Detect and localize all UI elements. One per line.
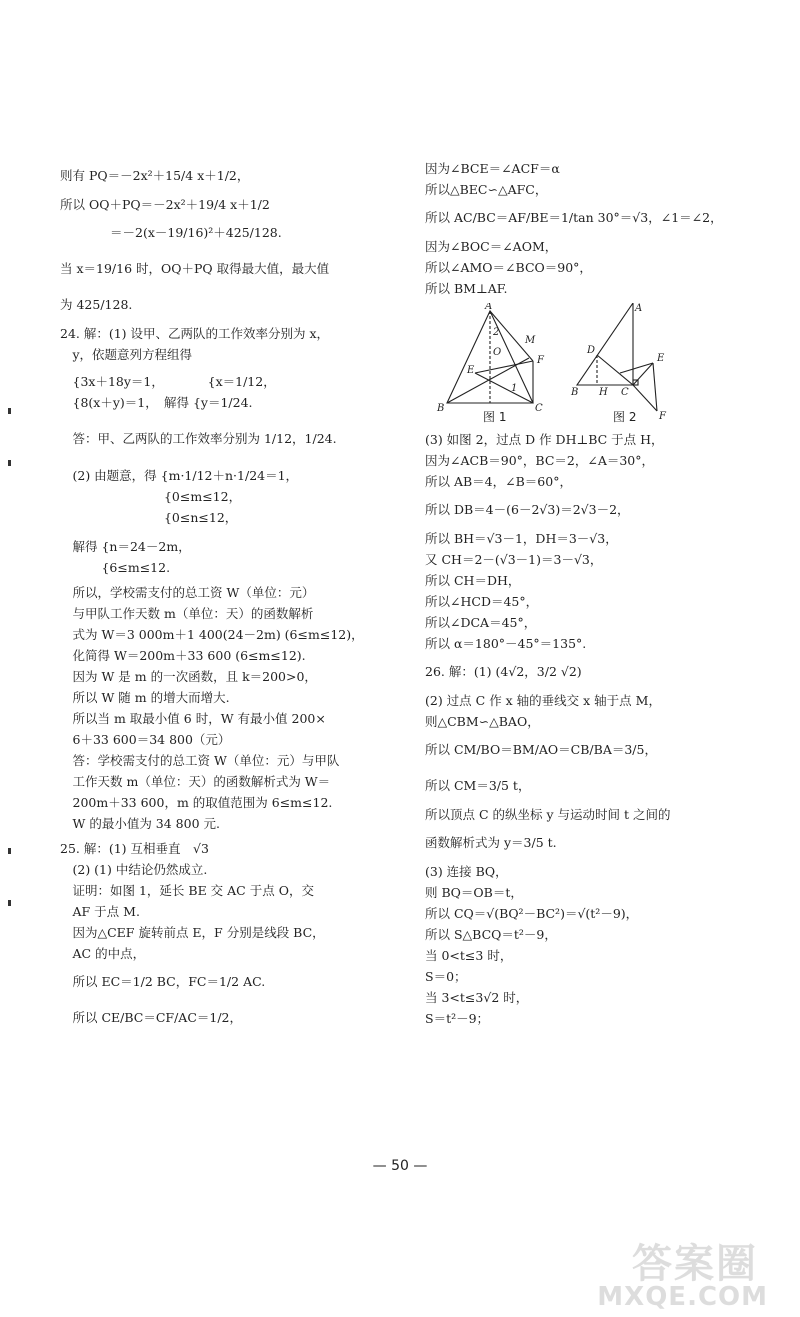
- text-line: 答：学校需支付的总工资 W（单位：元）与甲队: [60, 753, 340, 768]
- text-line: (2) 过点 C 作 x 轴的垂线交 x 轴于点 M，: [425, 693, 661, 708]
- text-line: y，依题意列方程组得: [60, 347, 193, 362]
- geometry-figures: [425, 303, 755, 423]
- text-line: 所以 α＝180°－45°＝135°.: [425, 636, 587, 651]
- text-line: 与甲队工作天数 m（单位：天）的函数解析: [60, 606, 314, 621]
- text-line: 所以 CQ＝√(BQ²－BC²)＝√(t²－9)，: [425, 906, 639, 921]
- text-line: 函数解析式为 y＝3/5 t.: [425, 835, 557, 850]
- fig2-line-ef: [653, 363, 657, 411]
- fig2-line-cf: [633, 385, 657, 411]
- text-line: 式为 W＝3 000m＋1 400(24－2m) (6≤m≤12)，: [60, 627, 364, 642]
- text-line: 工作天数 m（单位：天）的函数解析式为 W＝: [60, 774, 331, 789]
- fig1-label: E: [467, 365, 475, 376]
- text-line: 所以 W 随 m 的增大而增大.: [60, 690, 230, 705]
- watermark-url: MXQE.COM: [597, 1282, 768, 1312]
- text-line: 因为∠ACB＝90°，BC＝2，∠A＝30°，: [425, 453, 654, 468]
- scan-speck: [8, 460, 11, 466]
- text-line: W 的最小值为 34 800 元.: [60, 816, 220, 831]
- fig2-line-dc: [597, 355, 633, 385]
- scan-speck: [8, 408, 11, 414]
- text-line: 24. 解：(1) 设甲、乙两队的工作效率分别为 x，: [60, 326, 330, 341]
- text-line: 所以 AB＝4，∠B＝60°，: [425, 474, 572, 489]
- geometry-figure-svg: [425, 303, 755, 423]
- text-line: 所以 S△BCQ＝t²－9，: [425, 927, 557, 942]
- text-line: 则 BQ＝OB＝t，: [425, 885, 523, 900]
- text-line: 所以∠HCD＝45°，: [425, 594, 539, 609]
- text-line: 为 425/128.: [60, 297, 133, 312]
- text-line: 解得 {n＝24－2m，: [60, 539, 191, 554]
- text-line: 所以 CE/BC＝CF/AC＝1/2，: [60, 1010, 243, 1025]
- text-line: 当 x＝19/16 时，OQ＋PQ 取得最大值，最大值: [60, 261, 330, 276]
- figure-caption: 图 1: [483, 410, 507, 424]
- text-line: (2) (1) 中结论仍然成立.: [60, 862, 208, 877]
- text-line: 则△CBM∽△BAO，: [425, 714, 540, 729]
- text-line: 所以，学校需支付的总工资 W（单位：元）: [60, 585, 315, 600]
- text-line: 又 CH＝2－(√3－1)＝3－√3，: [425, 552, 603, 567]
- text-line: (2) 由题意，得 {m·1/12＋n·1/24＝1，: [60, 468, 299, 483]
- fig2-label: D: [587, 345, 596, 356]
- text-line: 因为 W 是 m 的一次函数，且 k＝200>0，: [60, 669, 317, 684]
- fig1-label: C: [535, 403, 543, 414]
- text-line: 所以 OQ＋PQ＝－2x²＋19/4 x＋1/2: [60, 197, 270, 212]
- text-line: {3x＋18y＝1， {x＝1/12，: [60, 374, 276, 389]
- fig2-label: E: [657, 353, 665, 364]
- watermark-logo: 答案圈: [632, 1241, 758, 1287]
- figure-caption: 图 2: [613, 410, 637, 424]
- text-line: 25. 解：(1) 互相垂直 √3: [60, 841, 209, 856]
- fig2-label: H: [599, 387, 608, 398]
- text-line: 6＋33 600＝34 800（元）: [60, 732, 231, 747]
- text-line: 因为∠BOC＝∠AOM，: [425, 239, 558, 254]
- text-line: 所以∠AMO＝∠BCO＝90°，: [425, 260, 592, 275]
- fig2-label: F: [659, 411, 666, 422]
- text-line: 所以 BM⊥AF.: [425, 281, 508, 296]
- text-line: 答：甲、乙两队的工作效率分别为 1/12，1/24.: [60, 431, 337, 446]
- fig2-triangle-abc: [577, 303, 633, 385]
- page-number: — 50 —: [372, 1158, 428, 1174]
- text-line: S＝t²－9；: [425, 1011, 490, 1026]
- fig2-label: C: [621, 387, 629, 398]
- text-line: 因为△CEF 旋转前点 E，F 分别是线段 BC，: [60, 925, 325, 940]
- text-line: 所以当 m 取最小值 6 时，W 有最小值 200×: [60, 711, 326, 726]
- text-line: {0≤n≤12，: [60, 510, 238, 525]
- figure-2: [577, 303, 657, 411]
- fig1-label: F: [537, 355, 544, 366]
- text-line: 当 0<t≤3 时，: [425, 948, 513, 963]
- fig2-label: B: [571, 387, 579, 398]
- fig1-label: M: [525, 335, 536, 346]
- text-line: 所以 CM＝3/5 t，: [425, 778, 531, 793]
- fig1-label: 2: [493, 327, 500, 338]
- fig1-line-ec: [475, 373, 533, 403]
- left-column: [60, 158, 390, 1036]
- scan-speck: [8, 848, 11, 854]
- text-line: 26. 解：(1) (4√2，3/2 √2): [425, 664, 582, 679]
- text-line: 所以△BEC∽△AFC，: [425, 182, 548, 197]
- text-line: AF 于点 M.: [60, 904, 140, 919]
- text-line: (3) 连接 BQ，: [425, 864, 508, 879]
- text-line: ＝－2(x－19/16)²＋425/128.: [60, 225, 282, 240]
- text-line: 所以∠DCA＝45°，: [425, 615, 537, 630]
- text-line: S＝0；: [425, 969, 467, 984]
- text-line: {0≤m≤12，: [60, 489, 242, 504]
- text-line: 200m＋33 600，m 的取值范围为 6≤m≤12.: [60, 795, 333, 810]
- text-line: 所以顶点 C 的纵坐标 y 与运动时间 t 之间的: [425, 807, 671, 822]
- text-line: 当 3<t≤3√2 时，: [425, 990, 529, 1005]
- fig1-label: O: [493, 347, 502, 358]
- text-line: {8(x＋y)＝1， 解得 {y＝1/24.: [60, 395, 253, 410]
- text-line: 所以 CH＝DH，: [425, 573, 521, 588]
- scan-speck: [8, 900, 11, 906]
- right-column: [425, 158, 755, 1029]
- fig2-label: A: [635, 303, 643, 314]
- text-line: {6≤m≤12.: [60, 560, 171, 575]
- text-line: 证明：如图 1，延长 BE 交 AC 于点 O，交: [60, 883, 314, 898]
- text-line: 因为∠BCE＝∠ACF＝α: [425, 161, 560, 176]
- text-line: 所以 AC/BC＝AF/BE＝1/tan 30°＝√3，∠1＝∠2，: [425, 210, 723, 225]
- fig1-label: B: [437, 403, 445, 414]
- text-line: 所以 EC＝1/2 BC，FC＝1/2 AC.: [60, 974, 266, 989]
- text-line: 化简得 W＝200m＋33 600 (6≤m≤12).: [60, 648, 306, 663]
- text-line: 所以 CM/BO＝BM/AO＝CB/BA＝3/5，: [425, 742, 657, 757]
- text-line: 所以 DB＝4－(6－2√3)＝2√3－2，: [425, 502, 630, 517]
- fig1-label: 1: [511, 383, 518, 394]
- text-line: 所以 BH＝√3－1，DH＝3－√3，: [425, 531, 618, 546]
- text-line: (3) 如图 2，过点 D 作 DH⊥BC 于点 H，: [425, 432, 664, 447]
- fig1-label: A: [485, 303, 493, 312]
- figure-1: [447, 311, 533, 403]
- text-line: 则有 PQ＝－2x²＋15/4 x＋1/2，: [60, 168, 250, 183]
- text-line: AC 的中点，: [60, 946, 146, 961]
